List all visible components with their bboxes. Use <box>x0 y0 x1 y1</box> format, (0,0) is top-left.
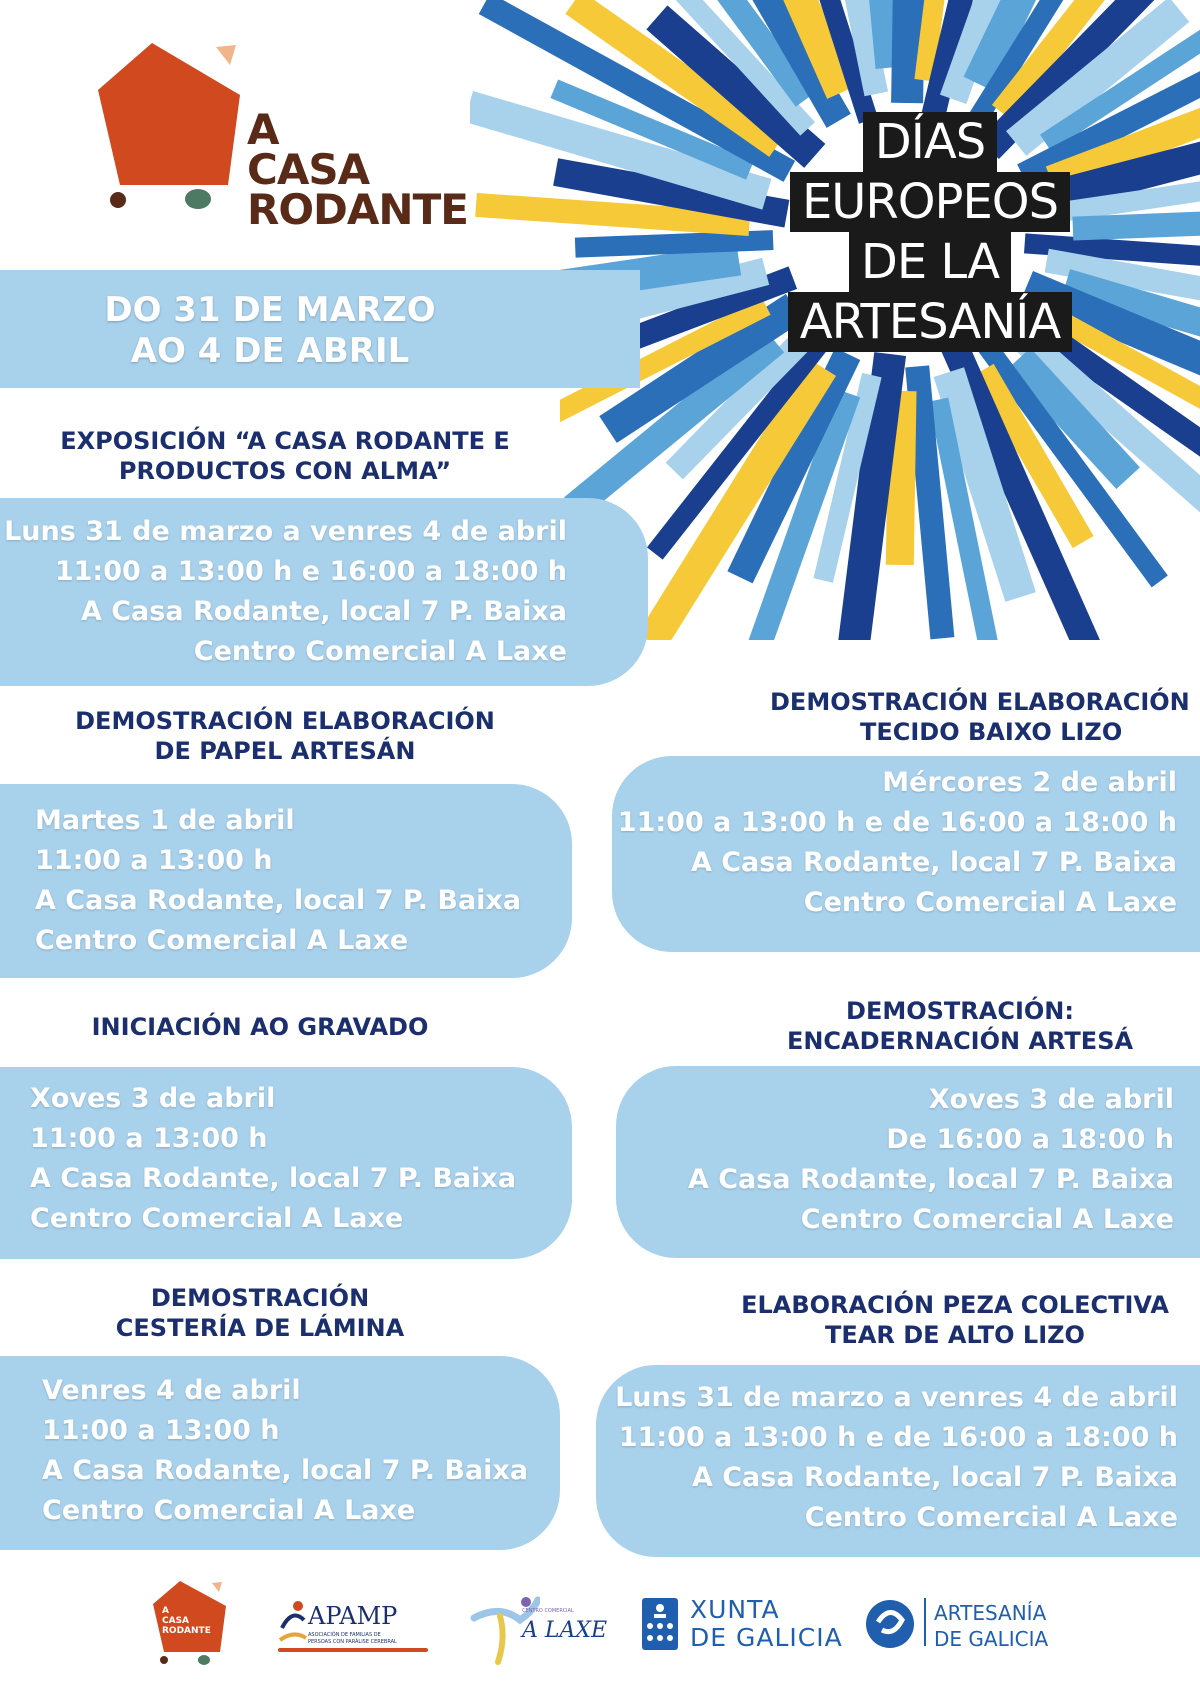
event-heading: DEMOSTRACIÓN ELABORACIÓN TECIDO BAIXO LIZO <box>770 688 1190 746</box>
date-range: DO 31 DE MARZO AO 4 DE ABRIL <box>104 290 436 371</box>
event-heading: INICIACIÓN AO GRAVADO <box>91 1013 429 1041</box>
burst-ray <box>575 240 773 248</box>
casa-rodante-logo <box>90 35 250 215</box>
burst-ray <box>875 0 890 68</box>
burst-ray <box>1073 219 1200 229</box>
event-details: Venres 4 de abril 11:00 a 13:00 h A Casa Rodante, local 7 P. Baixa Centro Comercial A Laxe <box>42 1375 529 1526</box>
event-details: Xoves 3 de abril 11:00 a 13:00 h A Casa Rodante, local 7 P. Baixa Centro Comercial A Laxe <box>30 1083 517 1234</box>
event-heading: DEMOSTRACIÓN ELABORACIÓN DE PAPEL ARTESÁN <box>75 707 495 765</box>
sponsor-casa-rodante: A CASA RODANTE <box>150 1578 230 1668</box>
event-details: Martes 1 de abril 11:00 a 13:00 h A Casa Rodante, local 7 P. Baixa Centro Comercial A Laxe <box>35 805 522 956</box>
sponsor-artesania-de-galicia: ARTESANÍA DE GALICIA <box>864 1594 1064 1658</box>
burst-ray <box>907 0 912 103</box>
title-line: ARTESANÍA <box>788 292 1072 352</box>
event-heading: DEMOSTRACIÓN: ENCADERNACIÓN ARTESÁ <box>786 997 1134 1055</box>
casa-rodante-wordmark: A CASA RODANTE <box>247 105 468 234</box>
event-title <box>770 112 1090 352</box>
event-details: Luns 31 de marzo a venres 4 de abril 11:00 a 13:00 h e de 16:00 a 18:00 h A Casa Rodante, local 7 P. Baixa Centro Comercial A Laxe <box>615 1382 1178 1533</box>
artesania-swirl-icon <box>864 1596 920 1652</box>
xunta-shield-icon <box>640 1596 680 1652</box>
title-line: DÍAS <box>863 112 997 172</box>
sponsor-a-laxe: CENTRO COMERCIAL A LAXE <box>470 1590 600 1670</box>
burst-ray <box>900 391 903 565</box>
event-details: Mércores 2 de abril 11:00 a 13:00 h e de 16:00 a 18:00 h A Casa Rodante, local 7 P. Baixa Centro Comercial A Laxe <box>617 767 1177 918</box>
event-heading: EXPOSICIÓN “A CASA RODANTE E PRODUCTOS CON ALMA” <box>60 427 510 485</box>
event-heading: ELABORACIÓN PEZA COLECTIVA TEAR DE ALTO LIZO <box>741 1291 1169 1349</box>
apamp-symbol-icon <box>278 1600 308 1646</box>
event-heading: DEMOSTRACIÓN CESTERÍA DE LÁMINA <box>115 1284 405 1342</box>
sponsor-apamp: APAMP ASOCIACIÓN DE FAMILIAS DE PERSOAS CON PARÁLISE CEREBRAL <box>278 1600 428 1660</box>
title-line: EUROPEOS <box>790 172 1070 232</box>
title-line: DE LA <box>849 232 1011 292</box>
sponsor-xunta-de-galicia: XUNTA DE GALICIA <box>640 1592 840 1662</box>
event-details: Xoves 3 de abril De 16:00 a 18:00 h A Casa Rodante, local 7 P. Baixa Centro Comercial A Laxe <box>687 1084 1174 1235</box>
event-details: Luns 31 de marzo a venres 4 de abril 11:00 a 13:00 h e 16:00 a 18:00 h A Casa Rodante, local 7 P. Baixa Centro Comercial A Laxe <box>4 516 567 667</box>
